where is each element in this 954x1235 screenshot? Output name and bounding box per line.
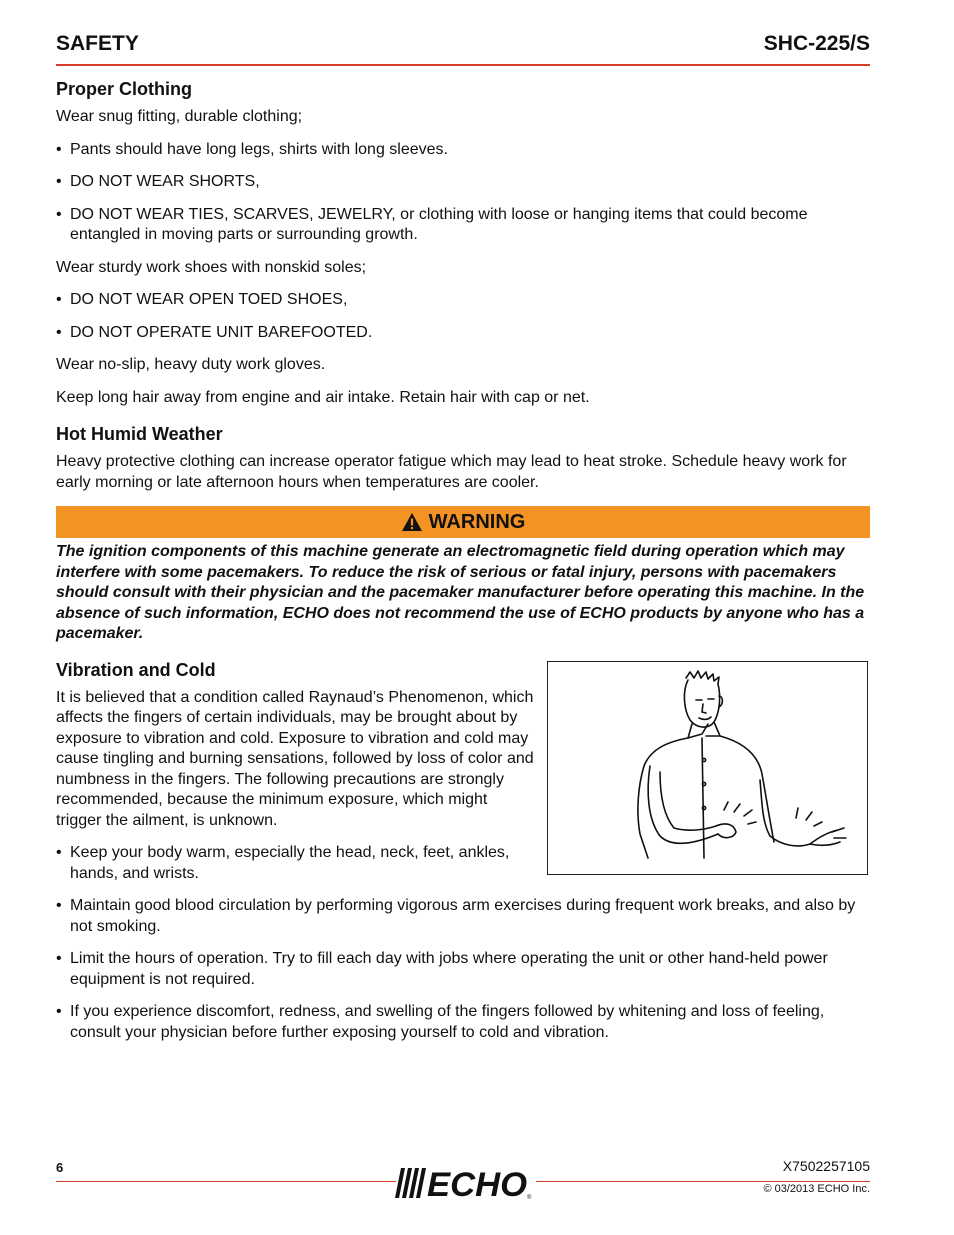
warning-label: WARNING (428, 510, 526, 533)
vibration-heading: Vibration and Cold (56, 659, 216, 680)
warning-text: The ignition components of this machine generate an electromagnetic field during operation which may interfere with some pacemakers. To reduce the risk of serious or fatal injury, persons with pacemakers should consult with their physician and the pacemaker manufacturer before operating this machine. In the absence of such information, ECHO does not recommend the use of ECHO products by anyone who has a pacemaker. (56, 543, 865, 642)
proper-clothing-heading: Proper Clothing (56, 79, 192, 99)
list-item: • DO NOT WEAR TIES, SCARVES, JEWELRY, or clothing with loose or hanging items that could become entangled in moving parts or surrounding growth. (56, 205, 870, 246)
clothing-list (56, 140, 870, 246)
raynaud-illustration (547, 661, 868, 875)
hot-humid-heading: Hot Humid Weather (56, 424, 223, 444)
svg-text:®: ® (527, 1195, 532, 1200)
model-number: SHC-225/S (763, 32, 870, 55)
shoes-intro: Wear sturdy work shoes with nonskid soles; (56, 258, 367, 276)
header-divider (56, 64, 870, 66)
list-item: • DO NOT OPERATE UNIT BAREFOOTED. (56, 323, 870, 344)
svg-text:ECHO: ECHO (427, 1166, 527, 1200)
copyright-notice: © 03/2013 ECHO Inc. (763, 1183, 870, 1195)
list-item: • Keep your body warm, especially the head, neck, feet, ankles, hands, and wrists. (56, 843, 534, 884)
gloves-text: Wear no-slip, heavy duty work gloves. (56, 356, 326, 373)
hot-humid-text: Heavy protective clothing can increase operator fatigue which may lead to heat stroke. Schedule heavy work for early morning or late afternoon hours when temperatures are cooler. (56, 453, 847, 491)
vibration-text: It is believed that a condition called Raynaud’s Phenomenon, which affects the fingers of certain individuals, may be brought about by exposure to vibration and cold. Exposure to vibration and cold may cause tingling and burning sensations, followed by loss of color and numbness in the fingers. The following precautions are strongly recommended, because the minimum exposure, which might trigger the ailment, is unknown. (56, 688, 534, 829)
man-rubbing-hands-illustration (548, 662, 867, 874)
list-item: • DO NOT WEAR SHORTS, (56, 172, 870, 193)
vibration-section (56, 659, 870, 885)
list-item: • Limit the hours of operation. Try to fill each day with jobs where operating the unit or other hand-held power equipment is not required. (56, 949, 870, 990)
page-header (56, 32, 870, 66)
list-item: • DO NOT WEAR OPEN TOED SHOES, (56, 290, 870, 311)
page-number: 6 (56, 1160, 64, 1175)
clothing-intro: Wear snug fitting, durable clothing; (56, 108, 303, 125)
footer-divider-left (56, 1181, 396, 1182)
warning-triangle-icon (401, 512, 423, 532)
page-content (56, 78, 870, 1055)
vibration-first-list (56, 843, 534, 884)
echo-logo (393, 1166, 535, 1200)
shoes-list (56, 290, 870, 343)
warning-banner (56, 506, 870, 538)
list-item: • Pants should have long legs, shirts with long sleeves. (56, 140, 870, 161)
list-item: • Maintain good blood circulation by performing vigorous arm exercises during frequent work breaks, and also by not smoking. (56, 896, 870, 937)
footer-divider-right (536, 1181, 870, 1182)
document-number: X7502257105 (782, 1158, 870, 1174)
hair-text: Keep long hair away from engine and air intake. Retain hair with cap or net. (56, 388, 590, 406)
list-item: • If you experience discomfort, redness, and swelling of the fingers followed by whitening and loss of feeling, consult your physician before further exposing yourself to cold and vibration. (56, 1002, 870, 1043)
vibration-list (56, 896, 870, 1043)
section-title: SAFETY (56, 32, 139, 55)
